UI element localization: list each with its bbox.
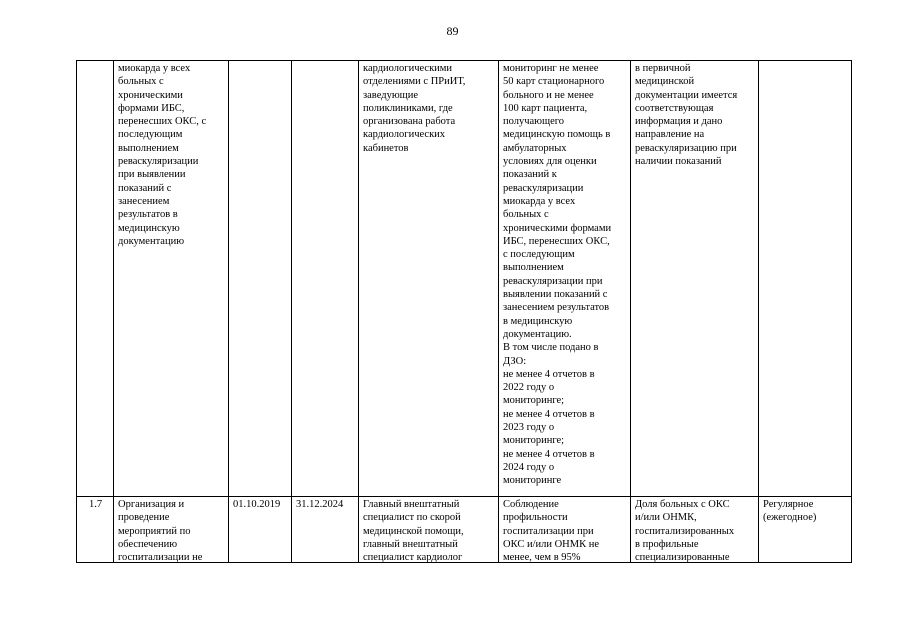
cell-responsible: Главный внештатный специалист по скорой медицинской помощи, главный внештатный специалист кардиолог [359, 497, 499, 563]
cell-number [77, 61, 114, 497]
table-row [77, 497, 852, 563]
cell-start-date [229, 61, 292, 497]
cell-regularity: Регулярное (ежегодное) [759, 497, 852, 563]
cell-end-date: 31.12.2024 [292, 497, 359, 563]
cell-measure-name: миокарда у всех больных с хроническими формами ИБС, перенесших ОКС, с последующим выполнением реваскуляризации при выявлении показаний с занесением результатов в медицинскую документацию [114, 61, 229, 497]
cell-measure-name: Организация и проведение мероприятий по обеспечению госпитализации не [114, 497, 229, 563]
cell-responsible: кардиологическими отделениями с ПРиИТ, заведующие поликлиниками, где организована работа кардиологических кабинетов [359, 61, 499, 497]
cell-start-date: 01.10.2019 [229, 497, 292, 563]
cell-indicator: Доля больных с ОКС и/или ОНМК, госпитализированных в профильные специализированные [631, 497, 759, 563]
cell-expected-result: мониторинг не менее 50 карт стационарного больного и не менее 100 карт пациента, получающего медицинскую помощь в амбулаторных условиях для оценки показаний к реваскуляризации миокарда у всех больных с хроническими формами ИБС, перенесших ОКС, с последующим выполнением реваскуляризации при выявлении показаний с занесением результатов в медицинскую документацию. В том числе подано в ДЗО: не менее 4 отчетов в 2022 году о мониторинге; не менее 4 отчетов в 2023 году о мониторинге; не менее 4 отчетов в 2024 году о мониторинге [499, 61, 631, 497]
cell-end-date [292, 61, 359, 497]
cell-number: 1.7 [77, 497, 114, 563]
cell-regularity [759, 61, 852, 497]
table-row [77, 61, 852, 497]
cell-indicator: в первичной медицинской документации имеется соответствующая информация и дано направление на реваскуляризацию при наличии показаний [631, 61, 759, 497]
measures-table [76, 60, 852, 563]
cell-expected-result: Соблюдение профильности госпитализации при ОКС и/или ОНМК не менее, чем в 95% [499, 497, 631, 563]
page-number: 89 [446, 24, 459, 38]
